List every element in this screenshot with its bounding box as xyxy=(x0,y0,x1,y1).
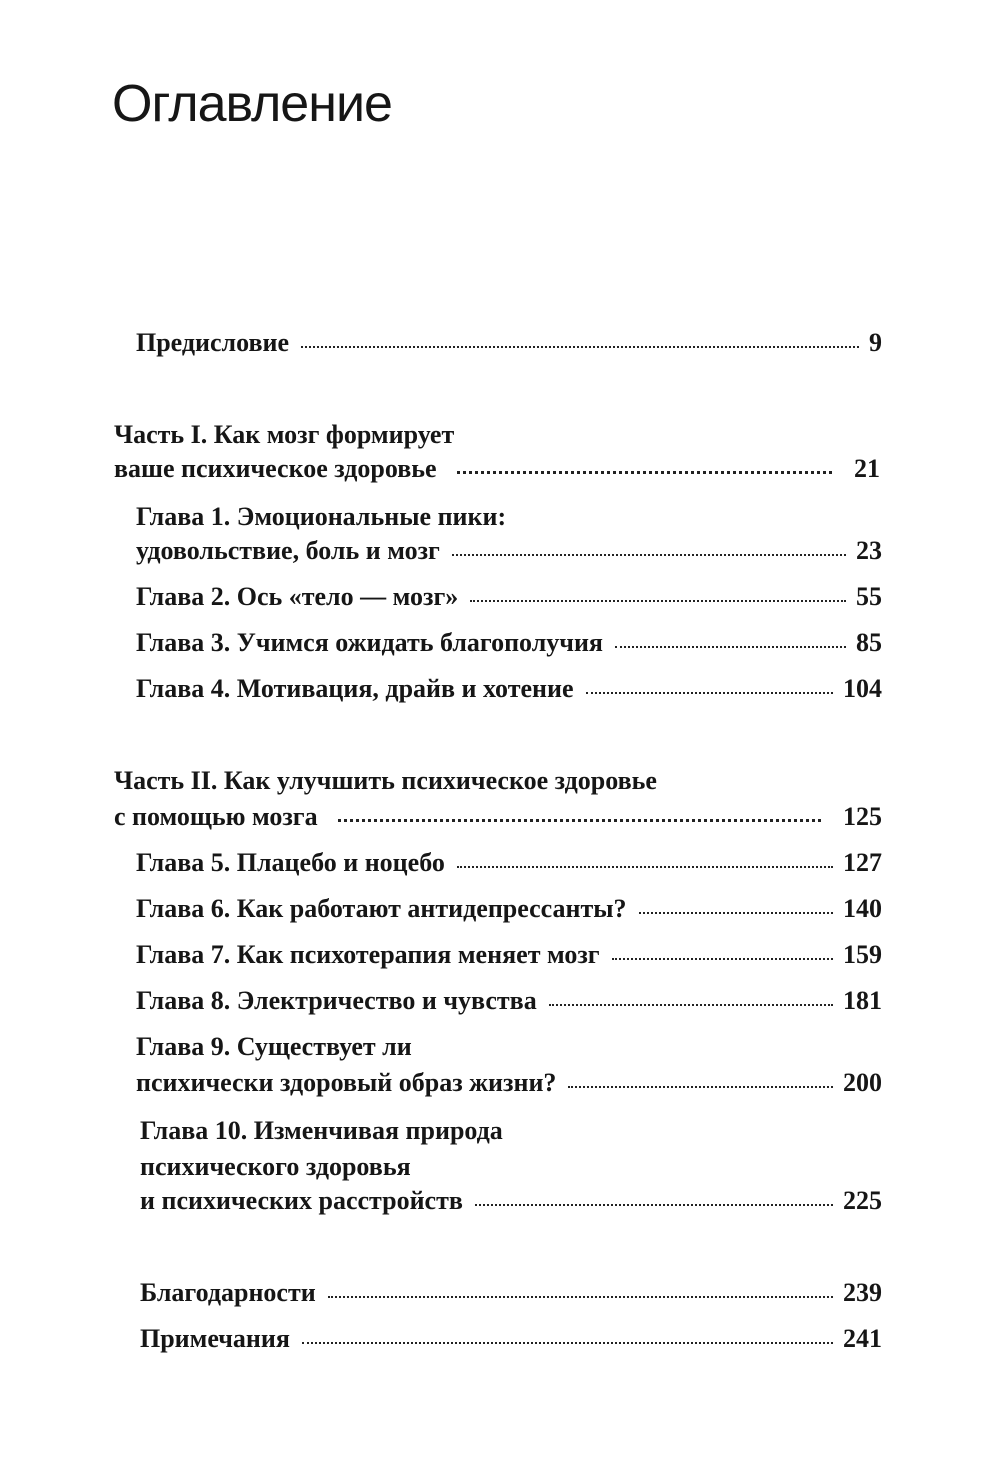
toc-entry-label: Глава 8. Электричество и чувства xyxy=(136,986,537,1015)
toc-page-number: 140 xyxy=(843,894,882,923)
leader-dots xyxy=(639,912,833,914)
leader-dots xyxy=(568,1086,833,1088)
toc-entry-label: Благодарности xyxy=(140,1278,316,1307)
toc-page-number: 55 xyxy=(856,582,882,611)
toc-page-number: 241 xyxy=(843,1324,882,1353)
leader-dots xyxy=(457,866,833,868)
leader-dots xyxy=(452,554,846,556)
leader-dots xyxy=(470,600,846,602)
toc-chapter1-title: Глава 1. Эмоциональные пики: xyxy=(136,502,507,531)
toc-entry-chapter10 xyxy=(140,1188,882,1214)
toc-entry-label: Глава 6. Как работают антидепрессанты? xyxy=(136,894,627,923)
toc-entry-notes xyxy=(140,1326,882,1352)
leader-dots xyxy=(586,692,833,694)
toc-page-number: 225 xyxy=(843,1186,882,1215)
toc-page-number: 9 xyxy=(869,328,882,357)
toc-page-number: 127 xyxy=(843,848,882,877)
toc-part2-title: Часть II. Как улучшить психическое здоровье xyxy=(114,766,657,795)
toc-entry-chapter8 xyxy=(136,988,882,1014)
leader-dots xyxy=(457,471,832,474)
leader-dots xyxy=(302,1342,833,1344)
toc-part1-title: Часть I. Как мозг формирует xyxy=(114,420,455,449)
toc-entry-label: удовольствие, боль и мозг xyxy=(136,536,440,565)
toc-page-number: 159 xyxy=(843,940,882,969)
toc-entry-part1 xyxy=(114,456,880,482)
toc-page-number: 23 xyxy=(856,536,882,565)
toc-chapter10-title: Глава 10. Изменчивая природа xyxy=(140,1116,503,1145)
toc-page-number: 181 xyxy=(843,986,882,1015)
toc-entry-label: и психических расстройств xyxy=(140,1186,463,1215)
toc-entry-preface xyxy=(136,330,882,356)
toc-entry-label: ваше психическое здоровье xyxy=(114,454,437,483)
toc-entry-chapter9 xyxy=(136,1070,882,1096)
toc-entry-chapter3 xyxy=(136,630,882,656)
toc-chapter9-title: Глава 9. Существует ли xyxy=(136,1032,412,1061)
toc-page-number: 125 xyxy=(843,802,882,831)
leader-dots xyxy=(301,346,859,348)
toc-page-number: 200 xyxy=(843,1068,882,1097)
toc-entry-label: с помощью мозга xyxy=(114,802,318,831)
toc-entry-label: Примечания xyxy=(140,1324,290,1353)
toc-page-number: 85 xyxy=(856,628,882,657)
toc-entry-chapter6 xyxy=(136,896,882,922)
toc-chapter10-title-line2: психического здоровья xyxy=(140,1152,411,1181)
toc-entry-chapter5 xyxy=(136,850,882,876)
leader-dots xyxy=(328,1296,833,1298)
toc-entry-label: Глава 3. Учимся ожидать благополучия xyxy=(136,628,603,657)
toc-entry-chapter1 xyxy=(136,538,882,564)
leader-dots xyxy=(549,1004,833,1006)
toc-entry-label: психически здоровый образ жизни? xyxy=(136,1068,557,1097)
page-title: Оглавление xyxy=(112,75,392,133)
leader-dots xyxy=(475,1204,833,1206)
toc-entry-acknowledgements xyxy=(140,1280,882,1306)
toc-entry-label: Глава 5. Плацебо и ноцебо xyxy=(136,848,445,877)
toc-page-number: 104 xyxy=(843,674,882,703)
toc-entry-label: Глава 2. Ось «тело — мозг» xyxy=(136,582,459,611)
toc-entry-label: Глава 4. Мотивация, драйв и хотение xyxy=(136,674,574,703)
toc-entry-label: Предисловие xyxy=(136,328,290,357)
toc-entry-chapter4 xyxy=(136,676,882,702)
toc-page-number: 21 xyxy=(854,454,880,483)
toc-entry-label: Глава 7. Как психотерапия меняет мозг xyxy=(136,940,600,969)
leader-dots xyxy=(612,958,833,960)
toc-entry-chapter7 xyxy=(136,942,882,968)
toc-entry-part2 xyxy=(114,804,882,830)
toc-page-number: 239 xyxy=(843,1278,882,1307)
leader-dots xyxy=(338,819,821,822)
toc-entry-chapter2 xyxy=(136,584,882,610)
leader-dots xyxy=(615,646,846,648)
